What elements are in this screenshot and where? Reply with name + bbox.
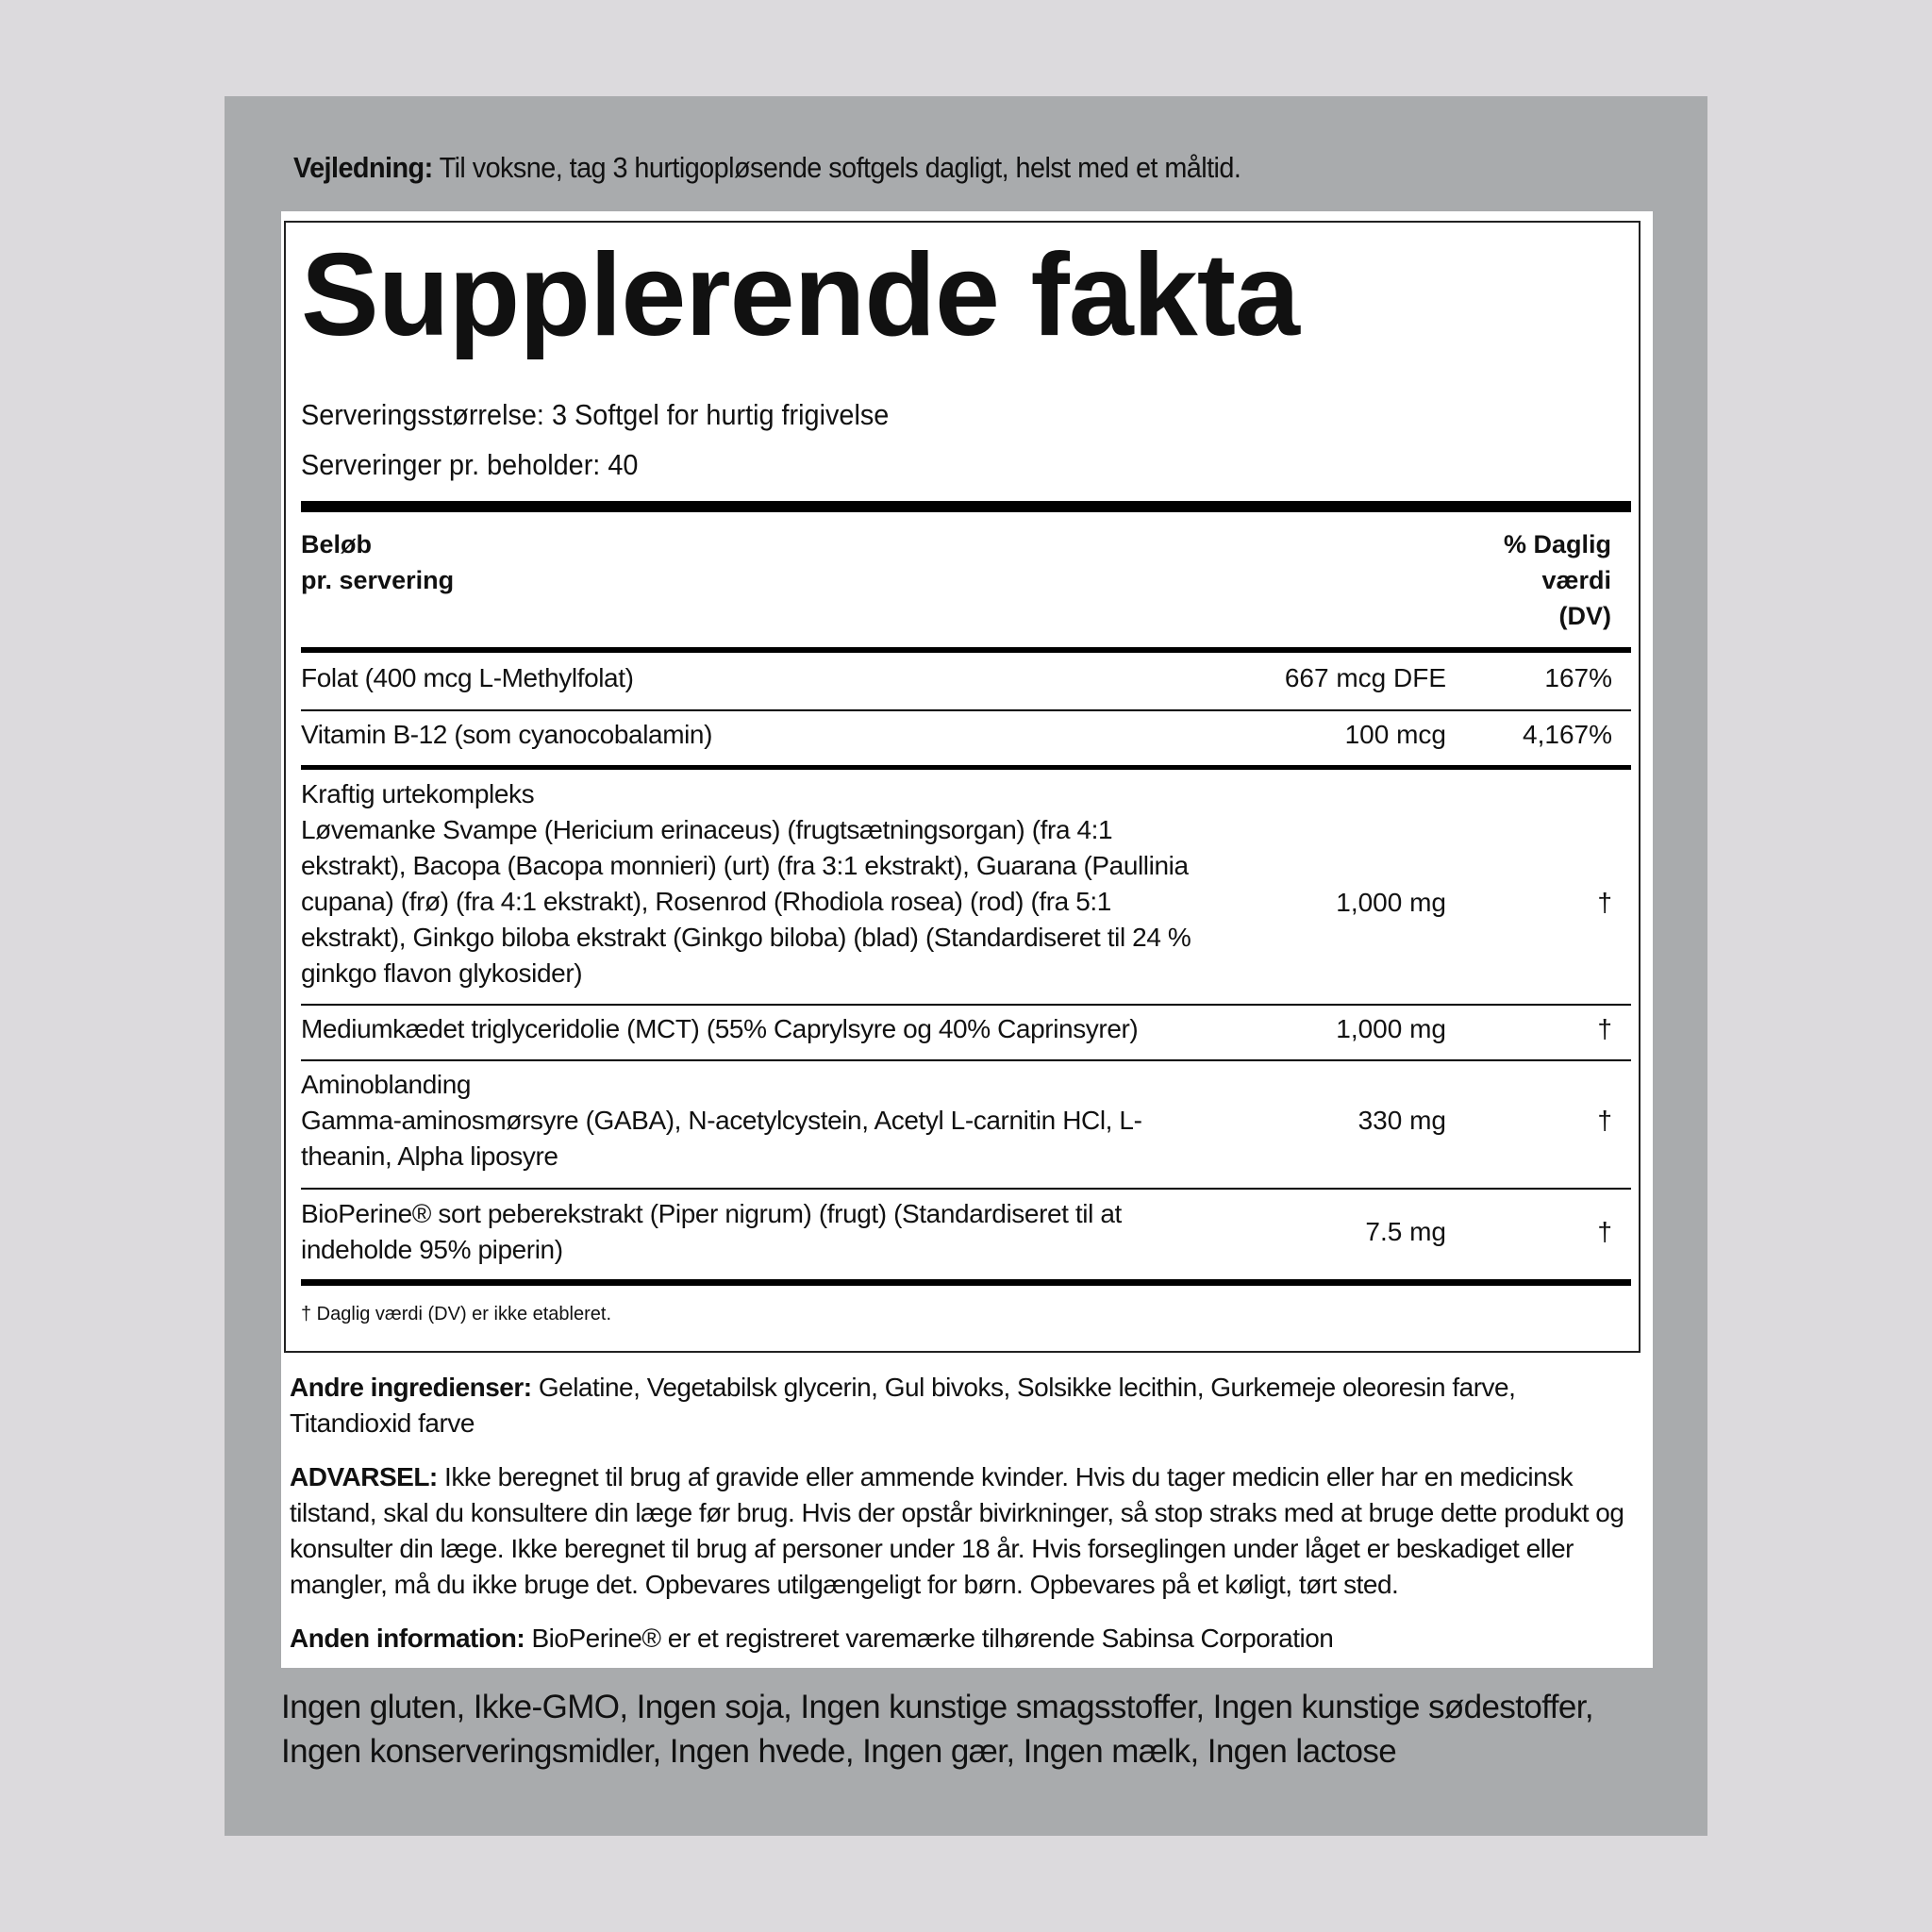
ingredient-dv: † (1597, 1014, 1612, 1043)
ingredient-dv: 4,167% (1523, 720, 1612, 749)
ingredient-group-detail: Løvemanke Svampe (Hericium erinaceus) (frugtsætningsorgan) (fra 4:1 ekstrakt), Bacopa (Bacopa monnieri) (urt) (fra 3:1 ekstrakt), Guarana (Paullinia cupana) (frø) (fra 4:1 ekstrakt), Rosenrod (Rhodiola rosea) (rod) (fra 5:1 ekstrakt), Ginkgo biloba ekstrakt (Ginkgo biloba) (blad) (Standardiseret til 24 % ginkgo flavon glykosider) (301, 815, 1191, 988)
other-information-text: BioPerine® er et registreret varemærke tilhørende Sabinsa Corporation (525, 1624, 1334, 1653)
ingredient-name (301, 776, 1207, 991)
ingredient-amount: 667 mcg DFE (1284, 663, 1446, 692)
ingredient-group-detail: Gamma-aminosmørsyre (GABA), N-acetylcystein, Acetyl L-carnitin HCl, L-theanin, Alpha liposyre (301, 1106, 1142, 1171)
ingredient-amount: 100 mcg (1344, 720, 1446, 749)
ingredient-amount: 7.5 mg (1365, 1217, 1446, 1246)
warning-text: Ikke beregnet til brug af gravide eller ammende kvinder. Hvis du tager medicin eller har en medicinsk tilstand, skal du konsultere din læge før brug. Hvis der opstår bivirkninger, så stop straks med at bruge dette produkt og konsulter din læge. Ikke beregnet til brug af personer under 18 år. Hvis forseglingen under låget er beskadiget eller mangler, må du ikke bruge det. Opbevares utilgængeligt for børn. Opbevares på et køligt, tørt sted. (290, 1462, 1624, 1599)
row-divider (301, 765, 1631, 770)
ingredient-amount: 1,000 mg (1336, 1014, 1446, 1043)
ingredient-dv: 167% (1544, 663, 1612, 692)
header-right-line-3: (DV) (1558, 602, 1611, 630)
amount-per-serving-header (301, 526, 454, 598)
header-right-line-2: værdi (1541, 566, 1611, 594)
header-left-line-1: Beløb (301, 530, 373, 558)
ingredient-dv: † (1597, 1106, 1612, 1135)
other-ingredients-text: Gelatine, Vegetabilsk glycerin, Gul bivoks, Solsikke lecithin, Gurkemeje oleoresin farve, Titandioxid farve (290, 1373, 1516, 1438)
thick-divider-top (301, 501, 1631, 512)
ingredient-amount: 1,000 mg (1336, 888, 1446, 917)
thick-divider-header (301, 647, 1631, 653)
ingredient-name (301, 1067, 1150, 1174)
ingredient-name: BioPerine® sort peberekstrakt (Piper nigrum) (frugt) (Standardiseret til at indeholde 95% piperin) (301, 1199, 1122, 1264)
directions-label: Vejledning: (293, 151, 433, 184)
ingredient-group-title: Aminoblanding (301, 1070, 472, 1099)
header-left-line-2: pr. servering (301, 566, 455, 594)
ingredient-name: Folat (400 mcg L-Methylfolat) (301, 663, 634, 692)
ingredient-name: Mediumkædet triglyceridolie (MCT) (55% Caprylsyre og 40% Caprinsyrer) (301, 1014, 1139, 1043)
thick-divider-bottom (301, 1279, 1631, 1286)
ingredient-name: Vitamin B-12 (som cyanocobalamin) (301, 720, 713, 749)
serving-size: Serveringsstørrelse: 3 Softgel for hurtig frigivelse (301, 398, 890, 431)
servings-per-container: Serveringer pr. beholder: 40 (301, 448, 639, 481)
header-right-line-1: % Daglig (1503, 530, 1611, 558)
row-divider (301, 709, 1631, 711)
ingredient-amount: 330 mg (1357, 1106, 1446, 1135)
facts-title: Supplerende fakta (301, 230, 1299, 360)
directions-line (293, 151, 1241, 185)
warning (290, 1459, 1639, 1603)
warning-label: ADVARSEL: (290, 1462, 438, 1491)
dv-footnote: † Daglig værdi (DV) er ikke etableret. (301, 1304, 612, 1324)
allergen-statement: Ingen gluten, Ikke-GMO, Ingen soja, Ingen kunstige smagsstoffer, Ingen kunstige sødestoffer, Ingen konserveringsmidler, Ingen hvede, Ingen gær, Ingen mælk, Ingen lactose (281, 1689, 1594, 1770)
ingredient-dv: † (1597, 888, 1612, 917)
ingredient-group-title: Kraftig urtekompleks (301, 779, 535, 808)
other-information-label: Anden information: (290, 1624, 525, 1653)
row-divider (301, 1059, 1631, 1061)
directions-text: Til voksne, tag 3 hurtigopløsende softgels dagligt, helst med et måltid. (432, 151, 1241, 184)
other-information (290, 1621, 1639, 1657)
other-ingredients (290, 1370, 1639, 1441)
other-ingredients-label: Andre ingredienser: (290, 1373, 532, 1402)
daily-value-header (1504, 526, 1611, 634)
row-divider (301, 1004, 1631, 1006)
row-divider (301, 1188, 1631, 1190)
ingredient-dv: † (1597, 1217, 1612, 1246)
